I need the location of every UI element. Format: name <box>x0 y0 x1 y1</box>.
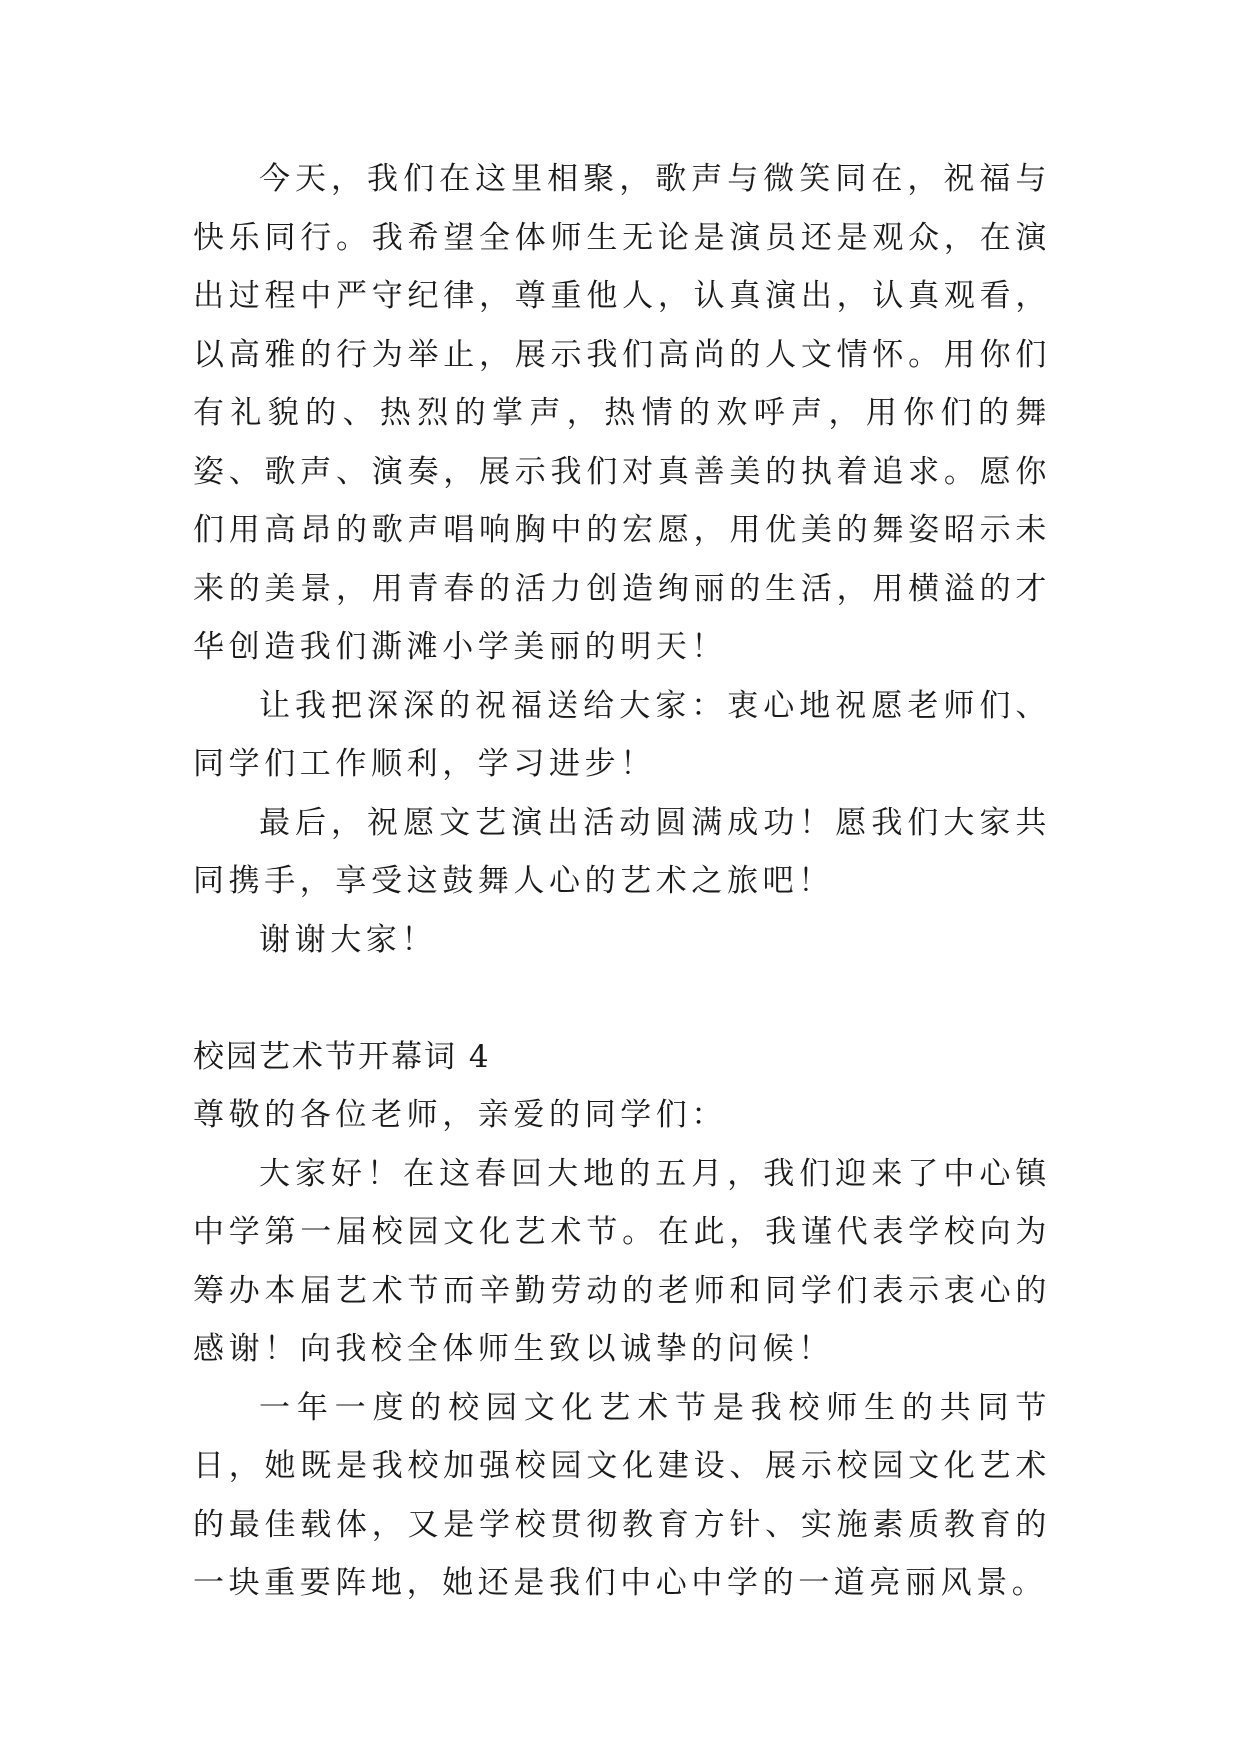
section-spacer <box>193 969 1051 1028</box>
paragraph-celebration: 今天，我们在这里相聚，歌声与微笑同在，祝福与快乐同行。我希望全体师生无论是演员还是观众，在演出过程中严守纪律，尊重他人，认真演出，认真观看，以高雅的行为举止，展示我们高尚的人文情怀。用你们有礼貌的、热烈的掌声，热情的欢呼声，用你们的舞姿、歌声、演奏，展示我们对真善美的执着追求。愿你们用高昂的歌声唱响胸中的宏愿，用优美的舞姿昭示未来的美景，用青春的活力创造绚丽的生活，用横溢的才华创造我们澌滩小学美丽的明天！ <box>193 161 1051 665</box>
paragraph-blessing: 让我把深深的祝福送给大家：衷心地祝愿老师们、同学们工作顺利，学习进步！ <box>193 687 1051 782</box>
section-title: 校园艺术节开幕词 4 <box>193 1038 491 1075</box>
paragraph-thanks: 谢谢大家！ <box>259 921 437 958</box>
paragraph-greeting: 大家好！在这春回大地的五月，我们迎来了中心镇中学第一届校园文化艺术节。在此，我谨代表学校向为筹办本届艺术节而辛勤劳动的老师和同学们表示衷心的感谢！向我校全体师生致以诚挚的问候！ <box>193 1155 1051 1367</box>
document-body <box>193 150 1051 1613</box>
salutation: 尊敬的各位老师，亲爱的同学们： <box>193 1097 727 1133</box>
paragraph-festival: 一年一度的校园文化艺术节是我校师生的共同节日，她既是我校加强校园文化建设、展示校园文化艺术的最佳载体，又是学校贯彻教育方针、实施素质教育的一块重要阵地，她还是我们中心中学的一道亮丽风景。 <box>193 1389 1051 1601</box>
paragraph-closing-wish: 最后，祝愿文艺演出活动圆满成功！愿我们大家共同携手，享受这鼓舞人心的艺术之旅吧！ <box>193 804 1051 899</box>
